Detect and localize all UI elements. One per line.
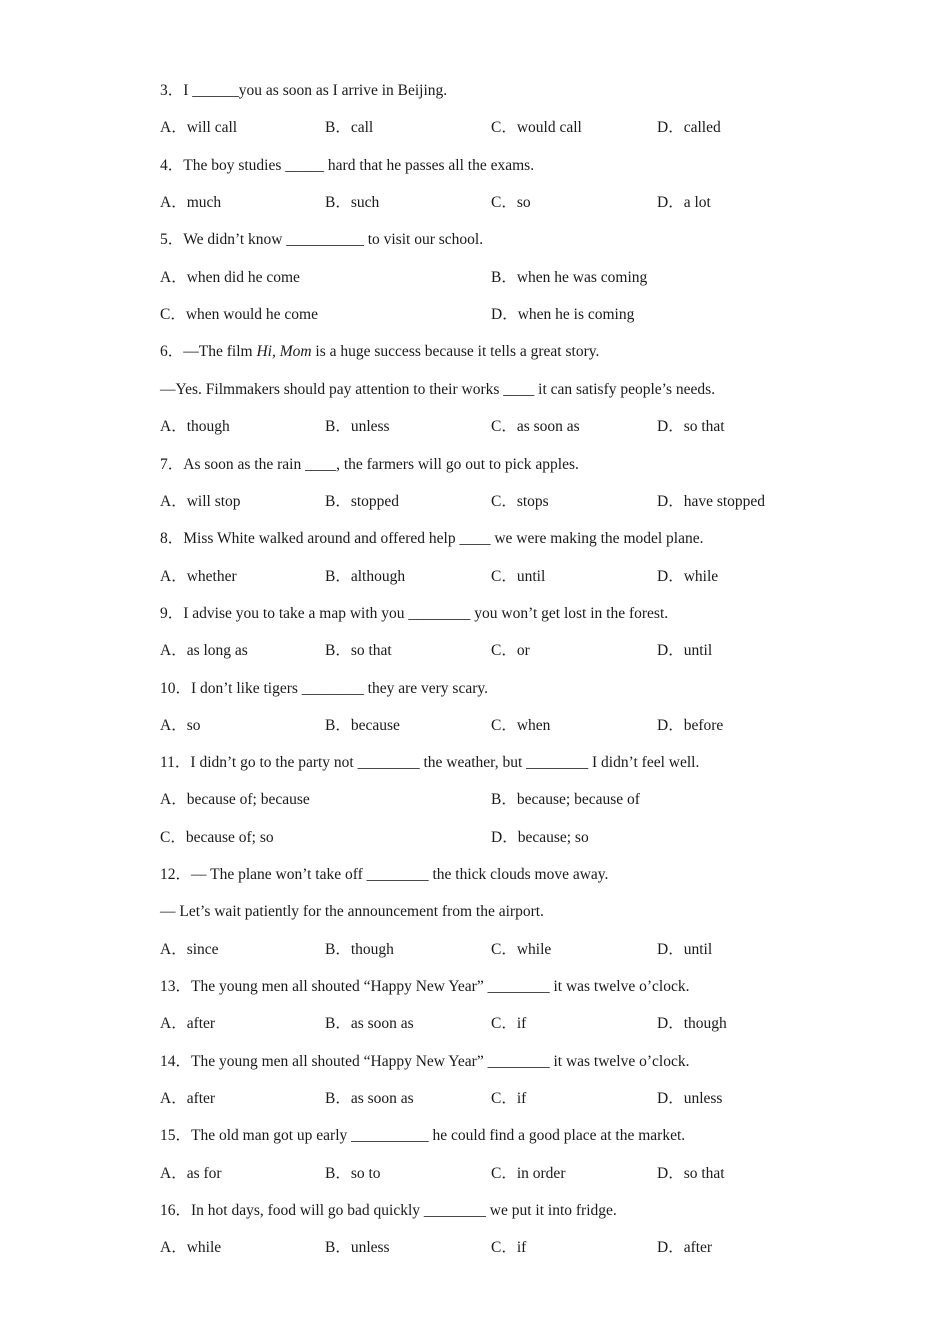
q6-option-c[interactable] [491,416,580,438]
option-letter: B． [491,791,517,808]
q11-option-d[interactable] [491,827,589,849]
option-text: if [516,1015,527,1032]
q7-option-b[interactable] [325,491,399,513]
option-letter: C． [491,194,517,211]
option-text: will stop [186,493,241,510]
option-letter: A． [160,791,187,808]
option-text: although [350,568,406,585]
option-text: as for [186,1165,222,1182]
option-text: a lot [683,194,711,211]
option-letter: C． [491,1015,517,1032]
question-5-stem: 5．We didn’t know __________ to visit our school. [160,231,484,248]
q6-option-b[interactable] [325,416,390,438]
question-3-stem: 3．I ______you as soon as I arrive in Beijing. [160,82,448,99]
option-text: if [516,1090,527,1107]
option-letter: D． [657,941,684,958]
question-15-stem: 15．The old man got up early __________ he could find a good place at the market. [160,1127,686,1144]
option-text: as soon as [350,1015,414,1032]
q11-option-a[interactable] [160,789,310,811]
option-letter: D． [491,829,518,846]
option-text: if [516,1239,527,1256]
q6-option-a[interactable] [160,416,230,438]
q9-option-c[interactable] [491,640,530,662]
q9-option-b[interactable] [325,640,392,662]
option-text: when he was coming [516,269,648,286]
option-letter: A． [160,642,187,659]
question-10-stem: 10．I don’t like tigers ________ they are very scary. [160,680,488,697]
option-text: when would he come [185,306,318,323]
q16-option-c[interactable] [491,1237,526,1259]
option-text: stopped [350,493,400,510]
option-letter: D． [657,717,684,734]
option-text: though [683,1015,727,1032]
q7-option-d[interactable] [657,491,765,513]
q5-option-c[interactable] [160,304,318,326]
option-letter: C． [491,717,517,734]
q15-option-d[interactable] [657,1163,725,1185]
q15-option-c[interactable] [491,1163,565,1185]
option-letter: C． [491,1090,517,1107]
q4-option-d[interactable] [657,192,711,214]
q16-option-a[interactable] [160,1237,221,1259]
option-letter: C． [491,941,517,958]
q10-option-c[interactable] [491,715,550,737]
stem-post: is a huge success because it tells a great story. [311,343,600,360]
question-12-stem: 12．— The plane won’t take off ________ the thick clouds move away. [160,866,609,883]
option-letter: A． [160,1015,187,1032]
option-text: such [350,194,380,211]
q14-option-a[interactable] [160,1088,215,1110]
q11-option-c[interactable] [160,827,274,849]
q7-option-c[interactable] [491,491,549,513]
q3-option-c[interactable] [491,117,582,139]
option-letter: D． [657,1090,684,1107]
option-text: unless [350,418,390,435]
question-8-stem: 8．Miss White walked around and offered help ____ we were making the model plane. [160,530,704,547]
q3-option-a[interactable] [160,117,237,139]
option-text: unless [350,1239,390,1256]
option-text: when [516,717,551,734]
option-letter: A． [160,941,187,958]
question-11-stem: 11．I didn’t go to the party not ________ the weather, but ________ I didn’t feel well. [160,754,700,771]
option-text: after [186,1090,216,1107]
q4-option-b[interactable] [325,192,379,214]
question-13-stem: 13．The young men all shouted “Happy New Year” ________ it was twelve o’clock. [160,978,690,995]
option-letter: A． [160,717,187,734]
option-text: until [516,568,546,585]
option-text: would call [516,119,582,136]
option-letter: B． [325,1090,351,1107]
option-letter: D． [657,493,684,510]
q14-option-c[interactable] [491,1088,526,1110]
option-letter: B． [325,119,351,136]
option-letter: B． [325,1165,351,1182]
option-text: after [683,1239,713,1256]
q14-option-d[interactable] [657,1088,722,1110]
q13-option-b[interactable] [325,1013,414,1035]
option-letter: A． [160,119,187,136]
option-text: until [683,642,713,659]
option-letter: C． [491,642,517,659]
option-text: when he is coming [517,306,635,323]
q14-option-b[interactable] [325,1088,414,1110]
option-text: though [350,941,394,958]
q12-option-d[interactable] [657,939,712,961]
option-letter: D． [657,1015,684,1032]
q8-option-b[interactable] [325,566,405,588]
option-text: stops [516,493,549,510]
q10-option-d[interactable] [657,715,723,737]
option-text: because; because of [516,791,640,808]
option-text: when did he come [186,269,300,286]
option-text: much [186,194,222,211]
option-letter: C． [491,418,517,435]
q12-option-a[interactable] [160,939,219,961]
q13-option-d[interactable] [657,1013,727,1035]
q8-option-a[interactable] [160,566,237,588]
option-letter: A． [160,493,187,510]
option-text: until [683,941,713,958]
film-title: Hi, Mom [256,343,312,360]
option-text: while [516,941,552,958]
option-text: so [186,717,201,734]
q10-option-a[interactable] [160,715,201,737]
q16-option-b[interactable] [325,1237,390,1259]
option-letter: B． [325,568,351,585]
q5-option-a[interactable] [160,267,300,289]
q7-option-a[interactable] [160,491,241,513]
question-12-reply: — Let’s wait patiently for the announcement from the airport. [160,903,544,920]
q9-option-d[interactable] [657,640,712,662]
question-4-stem: 4．The boy studies _____ hard that he passes all the exams. [160,157,535,174]
option-letter: D． [657,1165,684,1182]
option-letter: C． [491,1239,517,1256]
option-letter: A． [160,194,187,211]
option-letter: B． [325,642,351,659]
option-text: so [516,194,531,211]
option-text: after [186,1015,216,1032]
question-14-stem: 14．The young men all shouted “Happy New Year” ________ it was twelve o’clock. [160,1053,690,1070]
option-letter: C． [491,568,517,585]
option-text: since [186,941,219,958]
option-text: call [350,119,374,136]
q10-option-b[interactable] [325,715,400,737]
option-text: because of; because [186,791,310,808]
option-text: because of; so [185,829,274,846]
option-text: as long as [186,642,248,659]
q12-option-c[interactable] [491,939,551,961]
option-letter: C． [160,306,186,323]
option-letter: B． [325,717,351,734]
option-letter: A． [160,1165,187,1182]
option-letter: C． [491,119,517,136]
option-text: whether [186,568,237,585]
option-letter: B． [325,194,351,211]
q4-option-c[interactable] [491,192,531,214]
option-text: so to [350,1165,381,1182]
question-7-stem: 7．As soon as the rain ____, the farmers will go out to pick apples. [160,456,579,473]
option-letter: A． [160,1090,187,1107]
q6-option-d[interactable] [657,416,725,438]
q12-option-b[interactable] [325,939,394,961]
option-letter: D． [657,642,684,659]
question-16-stem: 16．In hot days, food will go bad quickly ________ we put it into fridge. [160,1202,617,1219]
option-letter: D． [657,119,684,136]
option-letter: B． [325,1015,351,1032]
option-letter: D． [657,194,684,211]
option-letter: B． [325,941,351,958]
option-letter: A． [160,568,187,585]
q13-option-a[interactable] [160,1013,215,1035]
q3-option-b[interactable] [325,117,373,139]
q15-option-a[interactable] [160,1163,222,1185]
option-letter: C． [160,829,186,846]
q8-option-c[interactable] [491,566,545,588]
option-text: because; so [517,829,589,846]
q5-option-b[interactable] [491,267,647,289]
q4-option-a[interactable] [160,192,221,214]
option-letter: B． [325,418,351,435]
option-letter: B． [491,269,517,286]
option-text: called [683,119,721,136]
option-text: will call [186,119,238,136]
option-text: have stopped [683,493,766,510]
option-letter: C． [491,493,517,510]
option-text: or [516,642,530,659]
option-letter: B． [325,1239,351,1256]
q11-option-b[interactable] [491,789,640,811]
stem-pre: 6．—The film [160,343,257,360]
option-text: as soon as [516,418,580,435]
q3-option-d[interactable] [657,117,721,139]
option-letter: D． [657,418,684,435]
option-text: so that [683,1165,725,1182]
option-letter: D． [657,1239,684,1256]
option-letter: B． [325,493,351,510]
option-text: so that [350,642,392,659]
question-9-stem: 9．I advise you to take a map with you ________ you won’t get lost in the forest. [160,605,669,622]
question-6-reply: —Yes. Filmmakers should pay attention to their works ____ it can satisfy people’s needs. [160,381,716,398]
option-text: because [350,717,400,734]
question-6-stem [160,341,599,363]
option-text: while [683,568,719,585]
option-letter: A． [160,269,187,286]
option-letter: A． [160,418,187,435]
option-letter: A． [160,1239,187,1256]
q8-option-d[interactable] [657,566,718,588]
option-letter: C． [491,1165,517,1182]
option-text: while [186,1239,222,1256]
option-text: unless [683,1090,723,1107]
q15-option-b[interactable] [325,1163,381,1185]
q5-option-d[interactable] [491,304,634,326]
option-letter: D． [491,306,518,323]
option-text: though [186,418,230,435]
option-text: in order [516,1165,566,1182]
option-text: as soon as [350,1090,414,1107]
option-text: so that [683,418,725,435]
option-letter: D． [657,568,684,585]
q13-option-c[interactable] [491,1013,526,1035]
q16-option-d[interactable] [657,1237,712,1259]
q9-option-a[interactable] [160,640,248,662]
option-text: before [683,717,724,734]
